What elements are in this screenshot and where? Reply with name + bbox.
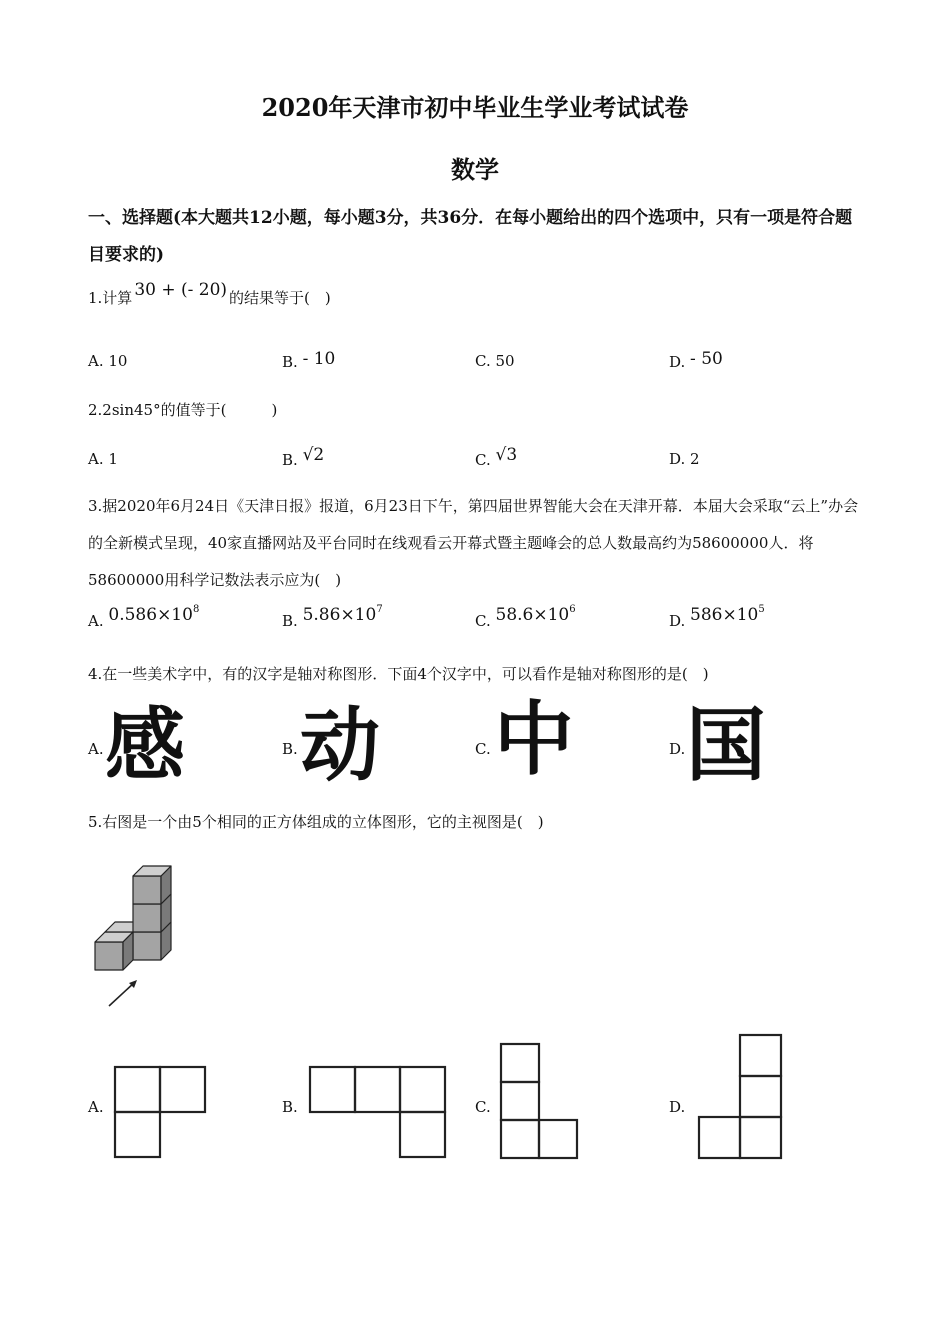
sci-mantissa: 586	[690, 605, 723, 625]
sci-base: ×10	[340, 605, 377, 625]
option-letter: B.	[282, 612, 298, 630]
q4-option-d-label[interactable]: D.	[669, 740, 686, 758]
q4-option-a-char: 感	[105, 699, 185, 792]
sci-exponent: 8	[192, 604, 200, 615]
sci-base: ×10	[722, 605, 759, 625]
option-value: 2	[690, 450, 700, 468]
exam-title: 2020年天津市初中毕业生学业考试试卷	[261, 93, 689, 122]
option-value: 10	[108, 352, 128, 370]
option-value: - 50	[690, 349, 723, 369]
q1-option-b[interactable]	[282, 349, 336, 372]
q3-option-c[interactable]	[475, 604, 576, 631]
subject-title: 数学	[451, 155, 499, 184]
option-letter: B.	[282, 451, 298, 469]
option-value: √2	[302, 445, 325, 465]
cube-solid-figure	[85, 860, 185, 1015]
sci-exponent: 5	[758, 604, 765, 615]
option-value: √3	[495, 445, 518, 465]
question-1-prefix: 1.计算	[88, 289, 133, 307]
option-letter: D.	[669, 353, 686, 371]
question-4-stem: 4.在一些美术字中，有的汉字是轴对称图形．下面4个汉字中，可以看作是轴对称图形的是( )	[88, 665, 709, 683]
q1-option-c[interactable]	[475, 352, 515, 370]
question-1-suffix: 的结果等于( )	[229, 289, 331, 307]
option-letter: D.	[669, 612, 686, 630]
q5-option-b-label[interactable]: B.	[282, 1098, 298, 1116]
q5-option-a-figure	[112, 1064, 208, 1162]
sci-mantissa: 58.6	[495, 605, 534, 625]
sci-exponent: 6	[569, 604, 576, 615]
q1-option-d[interactable]	[669, 349, 723, 372]
q4-option-a-label[interactable]: A.	[88, 740, 104, 758]
option-value: - 10	[302, 349, 336, 369]
question-3-stem: 3.据2020年6月24日《天津日报》报道，6月23日下午，第四届世界智能大会在天津开幕．本届大会采取“云上”办会的全新模式呈现，40家直播网站及平台同时在线观看云开幕式暨主题峰会的总人数最高约为58600000人．将58600000用科学记数法表示应为( )	[88, 497, 859, 589]
sci-base: ×10	[533, 605, 570, 625]
q4-option-c-label[interactable]: C.	[475, 740, 491, 758]
question-2-stem: 2.2sin45°的值等于( )	[88, 401, 278, 419]
option-letter: D.	[669, 450, 686, 468]
q4-option-b-label[interactable]: B.	[282, 740, 298, 758]
section-heading: 一、选择题(本大题共12小题，每小题3分，共36分．在每小题给出的四个选项中，只有一项是符合题目要求的)	[88, 208, 853, 265]
sci-mantissa: 0.586	[108, 605, 158, 625]
question-5-stem: 5.右图是一个由5个相同的正方体组成的立体图形，它的主视图是( )	[88, 813, 544, 831]
q5-option-b-figure	[307, 1064, 447, 1162]
q3-option-b[interactable]	[282, 604, 383, 631]
option-letter: C.	[475, 352, 491, 370]
sci-exponent: 7	[376, 604, 383, 615]
q2-option-d[interactable]	[669, 450, 700, 468]
option-letter: B.	[282, 353, 298, 371]
question-1-stem	[88, 280, 331, 308]
q4-option-d-char: 国	[686, 699, 766, 792]
view-direction-arrow	[109, 982, 135, 1006]
q5-option-c-label[interactable]: C.	[475, 1098, 491, 1116]
option-letter: A.	[88, 352, 104, 370]
q4-option-c-char: 中	[494, 693, 574, 786]
option-letter: C.	[475, 612, 491, 630]
option-letter: A.	[88, 612, 104, 630]
sci-base: ×10	[157, 605, 193, 625]
q2-option-b[interactable]	[282, 445, 325, 470]
q5-option-d-label[interactable]: D.	[669, 1098, 686, 1116]
q3-option-d[interactable]	[669, 604, 765, 631]
question-1-expression: 30 + (- 20)	[134, 280, 228, 300]
sci-mantissa: 5.86	[302, 605, 341, 625]
q4-option-b-char: 动	[300, 699, 380, 792]
option-letter: A.	[88, 450, 104, 468]
q2-option-c[interactable]	[475, 445, 518, 470]
option-letter: C.	[475, 451, 491, 469]
q5-option-a-label[interactable]: A.	[88, 1098, 104, 1116]
q5-option-c-figure	[498, 1041, 580, 1161]
q1-option-a[interactable]	[88, 352, 127, 370]
q2-option-a[interactable]	[88, 450, 118, 468]
option-value: 50	[495, 352, 515, 370]
q3-option-a[interactable]	[88, 604, 200, 631]
option-value: 1	[108, 450, 118, 468]
q5-option-d-figure	[697, 1032, 787, 1162]
